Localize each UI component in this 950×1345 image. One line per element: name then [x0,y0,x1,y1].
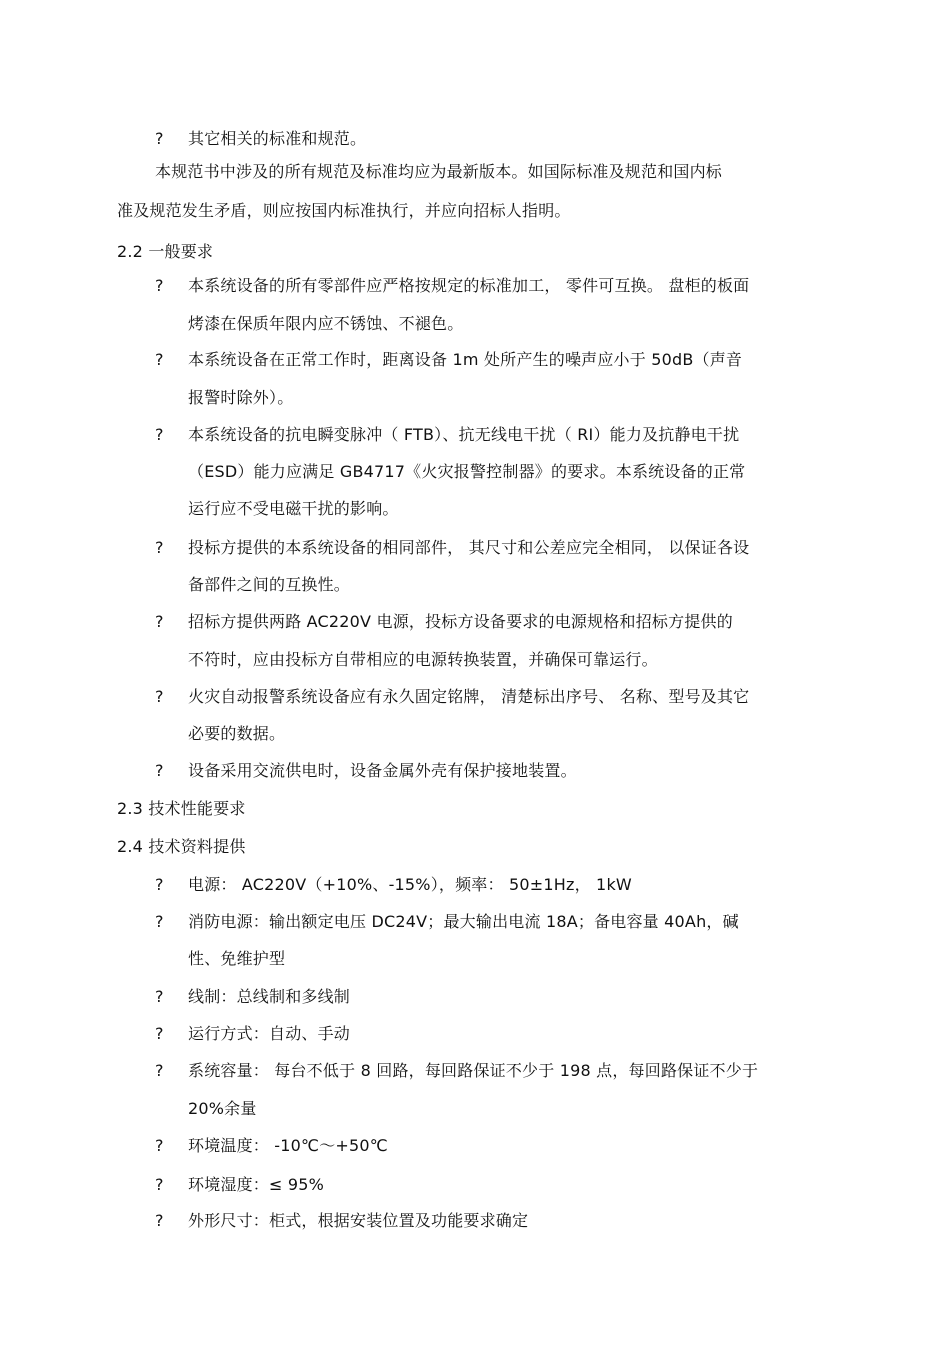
bullet-marker: ? [155,687,164,706]
section-heading-2-3: 2.3 技术性能要求 [117,799,246,818]
bullet-marker: ? [155,875,164,894]
list-item-line: 环境湿度：≤ 95% [188,1175,325,1194]
list-item-line: 必要的数据。 [188,724,286,743]
list-item-line: 烤漆在保质年限内应不锈蚀、不褪色。 [188,314,464,333]
bullet-marker: ? [155,1061,164,1080]
list-item-line: 招标方提供两路 AC220V 电源，投标方设备要求的电源规格和招标方提供的 [188,612,733,631]
bullet-marker: ? [155,350,164,369]
intro-bullet-text: 其它相关的标准和规范。 [188,129,367,148]
list-item-line: 环境温度： -10℃～+50℃ [188,1136,388,1155]
bullet-marker: ? [155,1175,164,1194]
bullet-marker: ? [155,1024,164,1043]
bullet-marker: ? [155,1211,164,1230]
list-item-line: 本系统设备的所有零部件应严格按规定的标准加工， 零件可互换。 盘柜的板面 [188,276,750,295]
bullet-marker: ? [155,612,164,631]
list-item-line: 报警时除外）。 [188,388,294,407]
list-item-line: （ESD）能力应满足 GB4717《火灾报警控制器》的要求。本系统设备的正常 [188,462,746,481]
list-item-line: 系统容量： 每台不低于 8 回路，每回路保证不少于 198 点，每回路保证不少于 [188,1061,759,1080]
list-item-line: 消防电源：输出额定电压 DC24V；最大输出电流 18A；备电容量 40Ah，碱 [188,912,739,931]
intro-paragraph-line-1: 本规范书中涉及的所有规范及标准均应为最新版本。如国际标准及规范和国内标 [155,162,723,181]
list-item-line: 运行方式：自动、手动 [188,1024,351,1043]
bullet-marker: ? [155,761,164,780]
bullet-marker: ? [155,276,164,295]
list-item-line: 本系统设备的抗电瞬变脉冲（ FTB）、抗无线电干扰（ RI）能力及抗静电干扰 [188,425,740,444]
bullet-marker: ? [155,1136,164,1155]
list-item-line: 本系统设备在正常工作时，距离设备 1m 处所产生的噪声应小于 50dB（声音 [188,350,743,369]
intro-paragraph-line-2: 准及规范发生矛盾，则应按国内标准执行，并应向招标人指明。 [117,201,571,220]
list-item-line: 备部件之间的互换性。 [188,575,351,594]
list-item-line: 线制：总线制和多线制 [188,987,351,1006]
list-item-line: 火灾自动报警系统设备应有永久固定铭牌， 清楚标出序号、 名称、型号及其它 [188,687,750,706]
list-item-line: 电源： AC220V（+10%、-15%），频率： 50±1Hz， 1kW [188,875,632,894]
section-heading-2-4: 2.4 技术资料提供 [117,837,246,856]
section-heading-2-2: 2.2 一般要求 [117,242,214,261]
list-item-line: 设备采用交流供电时，设备金属外壳有保护接地装置。 [188,761,577,780]
list-item-line: 性、免维护型 [188,949,286,968]
list-item-line: 不符时，应由投标方自带相应的电源转换装置，并确保可靠运行。 [188,650,658,669]
bullet-marker: ? [155,538,164,557]
bullet-marker: ? [155,912,164,931]
list-item-line: 20%余量 [188,1099,257,1118]
list-item-line: 运行应不受电磁干扰的影响。 [188,499,399,518]
bullet-marker: ? [155,129,164,148]
list-item-line: 外形尺寸：柜式，根据安装位置及功能要求确定 [188,1211,529,1230]
list-item-line: 投标方提供的本系统设备的相同部件， 其尺寸和公差应完全相同， 以保证各设 [188,538,750,557]
bullet-marker: ? [155,425,164,444]
bullet-marker: ? [155,987,164,1006]
